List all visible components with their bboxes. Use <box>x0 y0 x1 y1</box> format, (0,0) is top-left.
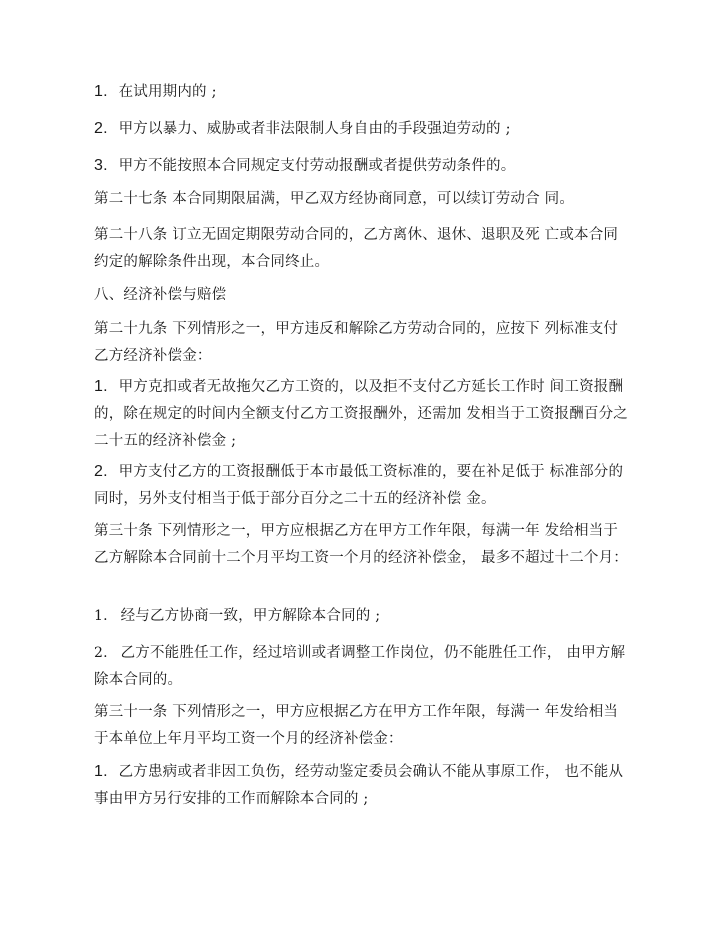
article-27: 第二十七条 本合同期限届满，甲乙双方经协商同意，可以续订劳动合 同。 <box>94 191 575 207</box>
item-text: 乙方不能胜任工作，经过培训或者调整工作岗位，仍不能胜任工作， 由甲方解除本合同的。 <box>94 645 626 688</box>
article-31: 第三十一条 下列情形之一，甲方应根据乙方在甲方工作年限，每满一 年发给相当于本单位上年月平均工资一个月的经济补偿金： <box>94 704 619 747</box>
item-text: 经与乙方协商一致，甲方解除本合同的 ; <box>120 608 381 624</box>
item-number: 1. <box>94 763 108 780</box>
list-item <box>94 758 632 813</box>
item-text: 甲方不能按照本合同规定支付劳动报酬或者提供劳动条件的。 <box>118 158 516 174</box>
item-number: 2. <box>94 463 108 480</box>
item-text: 乙方患病或者非因工负伤，经劳动鉴定委员会确认不能从事原工作， 也不能从事由甲方另行安排的工作而解除本合同的 ; <box>94 764 624 807</box>
item-text: 甲方以暴力、威胁或者非法限制人身自由的手段强迫劳动的 ; <box>118 121 511 137</box>
list-item <box>94 152 632 180</box>
item-number: 1. <box>94 83 108 100</box>
list-item <box>94 640 632 694</box>
list-item <box>94 115 632 143</box>
article-29: 第二十九条 下列情形之一，甲方违反和解除乙方劳动合同的，应按下 列标准支付乙方经济补偿金： <box>94 321 619 364</box>
list-item <box>94 373 632 455</box>
item-number: 3. <box>94 157 108 174</box>
item-number: 1. <box>94 608 108 624</box>
item-text: 在试用期内的 ; <box>118 84 217 100</box>
article-28: 第二十八条 订立无固定期限劳动合同的，乙方离休、退休、退职及死 亡或本合同约定的解除条件出现，本合同终止。 <box>94 227 619 270</box>
item-number: 2. <box>94 645 108 661</box>
item-text: 甲方克扣或者无故拖欠乙方工资的，以及拒不支付乙方延长工作时 间工资报酬的，除在规定的时间内全额支付乙方工资报酬外，还需加 发相当于工资报酬百分之二十五的经济补偿金 ; <box>94 379 629 449</box>
section-heading: 八、经济补偿与赔偿 <box>94 287 227 303</box>
list-item <box>94 458 632 513</box>
article-30: 第三十条 下列情形之一，甲方应根据乙方在甲方工作年限，每满一年 发给相当于乙方解除本合同前十二个月平均工资一个月的经济补偿金， 最多不超过十二个月： <box>94 523 629 566</box>
list-item <box>94 78 632 106</box>
item-text: 甲方支付乙方的工资报酬低于本市最低工资标准的，要在补足低于 标准部分的同时，另外支付相当于低于部分百分之二十五的经济补偿 金。 <box>94 464 624 507</box>
item-number: 2. <box>94 120 108 137</box>
item-number: 1. <box>94 378 108 395</box>
list-item <box>94 603 632 630</box>
